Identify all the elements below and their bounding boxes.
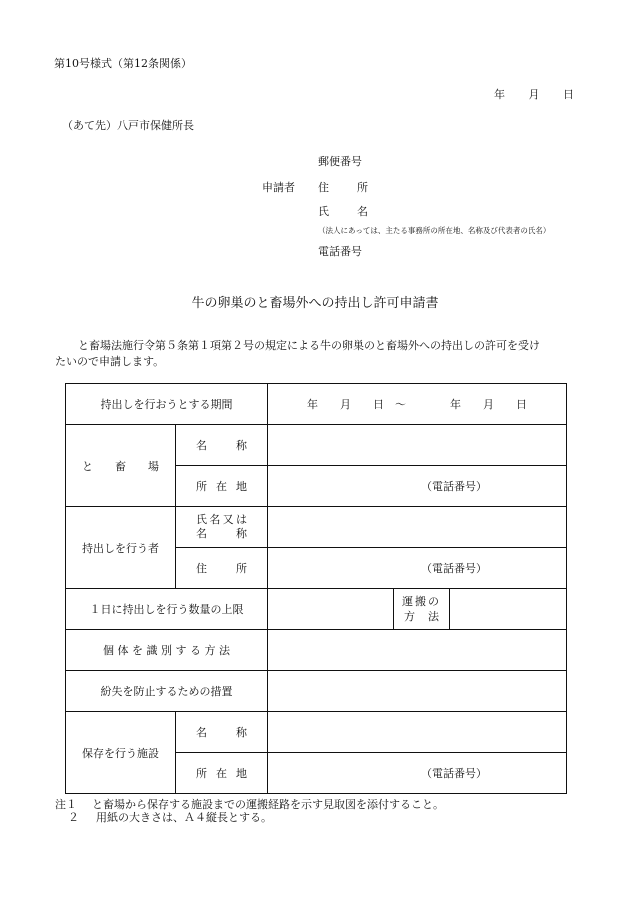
carrier-name-label: 氏 名 又 は 名 称 (176, 507, 268, 548)
storage-location-label: 所 在 地 (176, 753, 268, 794)
storage-facility-label: 保存を行う施設 (66, 712, 176, 794)
date-month: 月 (528, 88, 540, 101)
phone-note: （電話番号） (421, 480, 487, 493)
identify-method-label: 個 体 を 識 別 す る 方 法 (66, 630, 268, 671)
phone-note: （電話番号） (421, 562, 487, 575)
period-value[interactable]: 年 月 日 〜 年 月 日 (268, 384, 567, 425)
note-1-number: 注１ (55, 798, 77, 811)
carrier-label: 持出しを行う者 (66, 507, 176, 589)
note-2 (68, 809, 272, 825)
carrier-address-field[interactable] (268, 548, 567, 589)
transport-method-label: 運搬の 方 法 (394, 589, 450, 630)
applicant-address-label: 住 所 (318, 181, 368, 194)
slaughterhouse-location-field[interactable] (268, 466, 567, 507)
storage-name-field[interactable] (268, 712, 567, 753)
slaughterhouse-name-label: 名 称 (176, 425, 268, 466)
body-text-line2: たいので申請します。 (55, 355, 165, 368)
applicant-phone-label: 電話番号 (318, 245, 362, 258)
carrier-address-label: 住 所 (176, 548, 268, 589)
addressee: （あて先）八戸市保健所長 (62, 119, 194, 132)
phone-note: （電話番号） (421, 767, 487, 780)
date-day: 日 (563, 88, 574, 101)
storage-name-label: 名 称 (176, 712, 268, 753)
applicant-name-label: 氏 名 (318, 205, 368, 218)
period-label: 持出しを行おうとする期間 (66, 384, 268, 425)
applicant-postal-label: 郵便番号 (318, 155, 362, 168)
note-2-number: ２ (68, 811, 79, 824)
note-2-text: 用紙の大きさは、Ａ４縦長とする。 (96, 811, 272, 824)
prevent-loss-label: 紛失を防止するための措置 (66, 671, 268, 712)
date-line (494, 86, 574, 102)
application-table (65, 383, 567, 794)
slaughterhouse-name-field[interactable] (268, 425, 567, 466)
applicant-label: 申請者 (262, 181, 295, 194)
daily-limit-label: １日に持出しを行う数量の上限 (66, 589, 268, 630)
form-number: 第10号様式（第12条関係） (54, 57, 192, 70)
slaughterhouse-location-label: 所 在 地 (176, 466, 268, 507)
applicant-name-note: （法人にあっては、主たる事務所の所在地、名称及び代表者の氏名） (318, 226, 551, 235)
identify-method-field[interactable] (268, 630, 567, 671)
carrier-name-field[interactable] (268, 507, 567, 548)
note-1-text: と畜場から保存する施設までの運搬経路を示す見取図を添付すること。 (92, 798, 444, 811)
slaughterhouse-label: と 畜 場 (66, 425, 176, 507)
body-text-line1: と畜場法施行令第５条第１項第２号の規定による牛の卵巣のと畜場外への持出しの許可を受け (78, 339, 540, 352)
storage-location-field[interactable] (268, 753, 567, 794)
document-title: 牛の卵巣のと畜場外への持出し許可申請書 (191, 296, 439, 311)
daily-limit-field[interactable] (268, 589, 394, 630)
prevent-loss-field[interactable] (268, 671, 567, 712)
date-year: 年 (494, 88, 505, 101)
transport-method-field[interactable] (450, 589, 567, 630)
